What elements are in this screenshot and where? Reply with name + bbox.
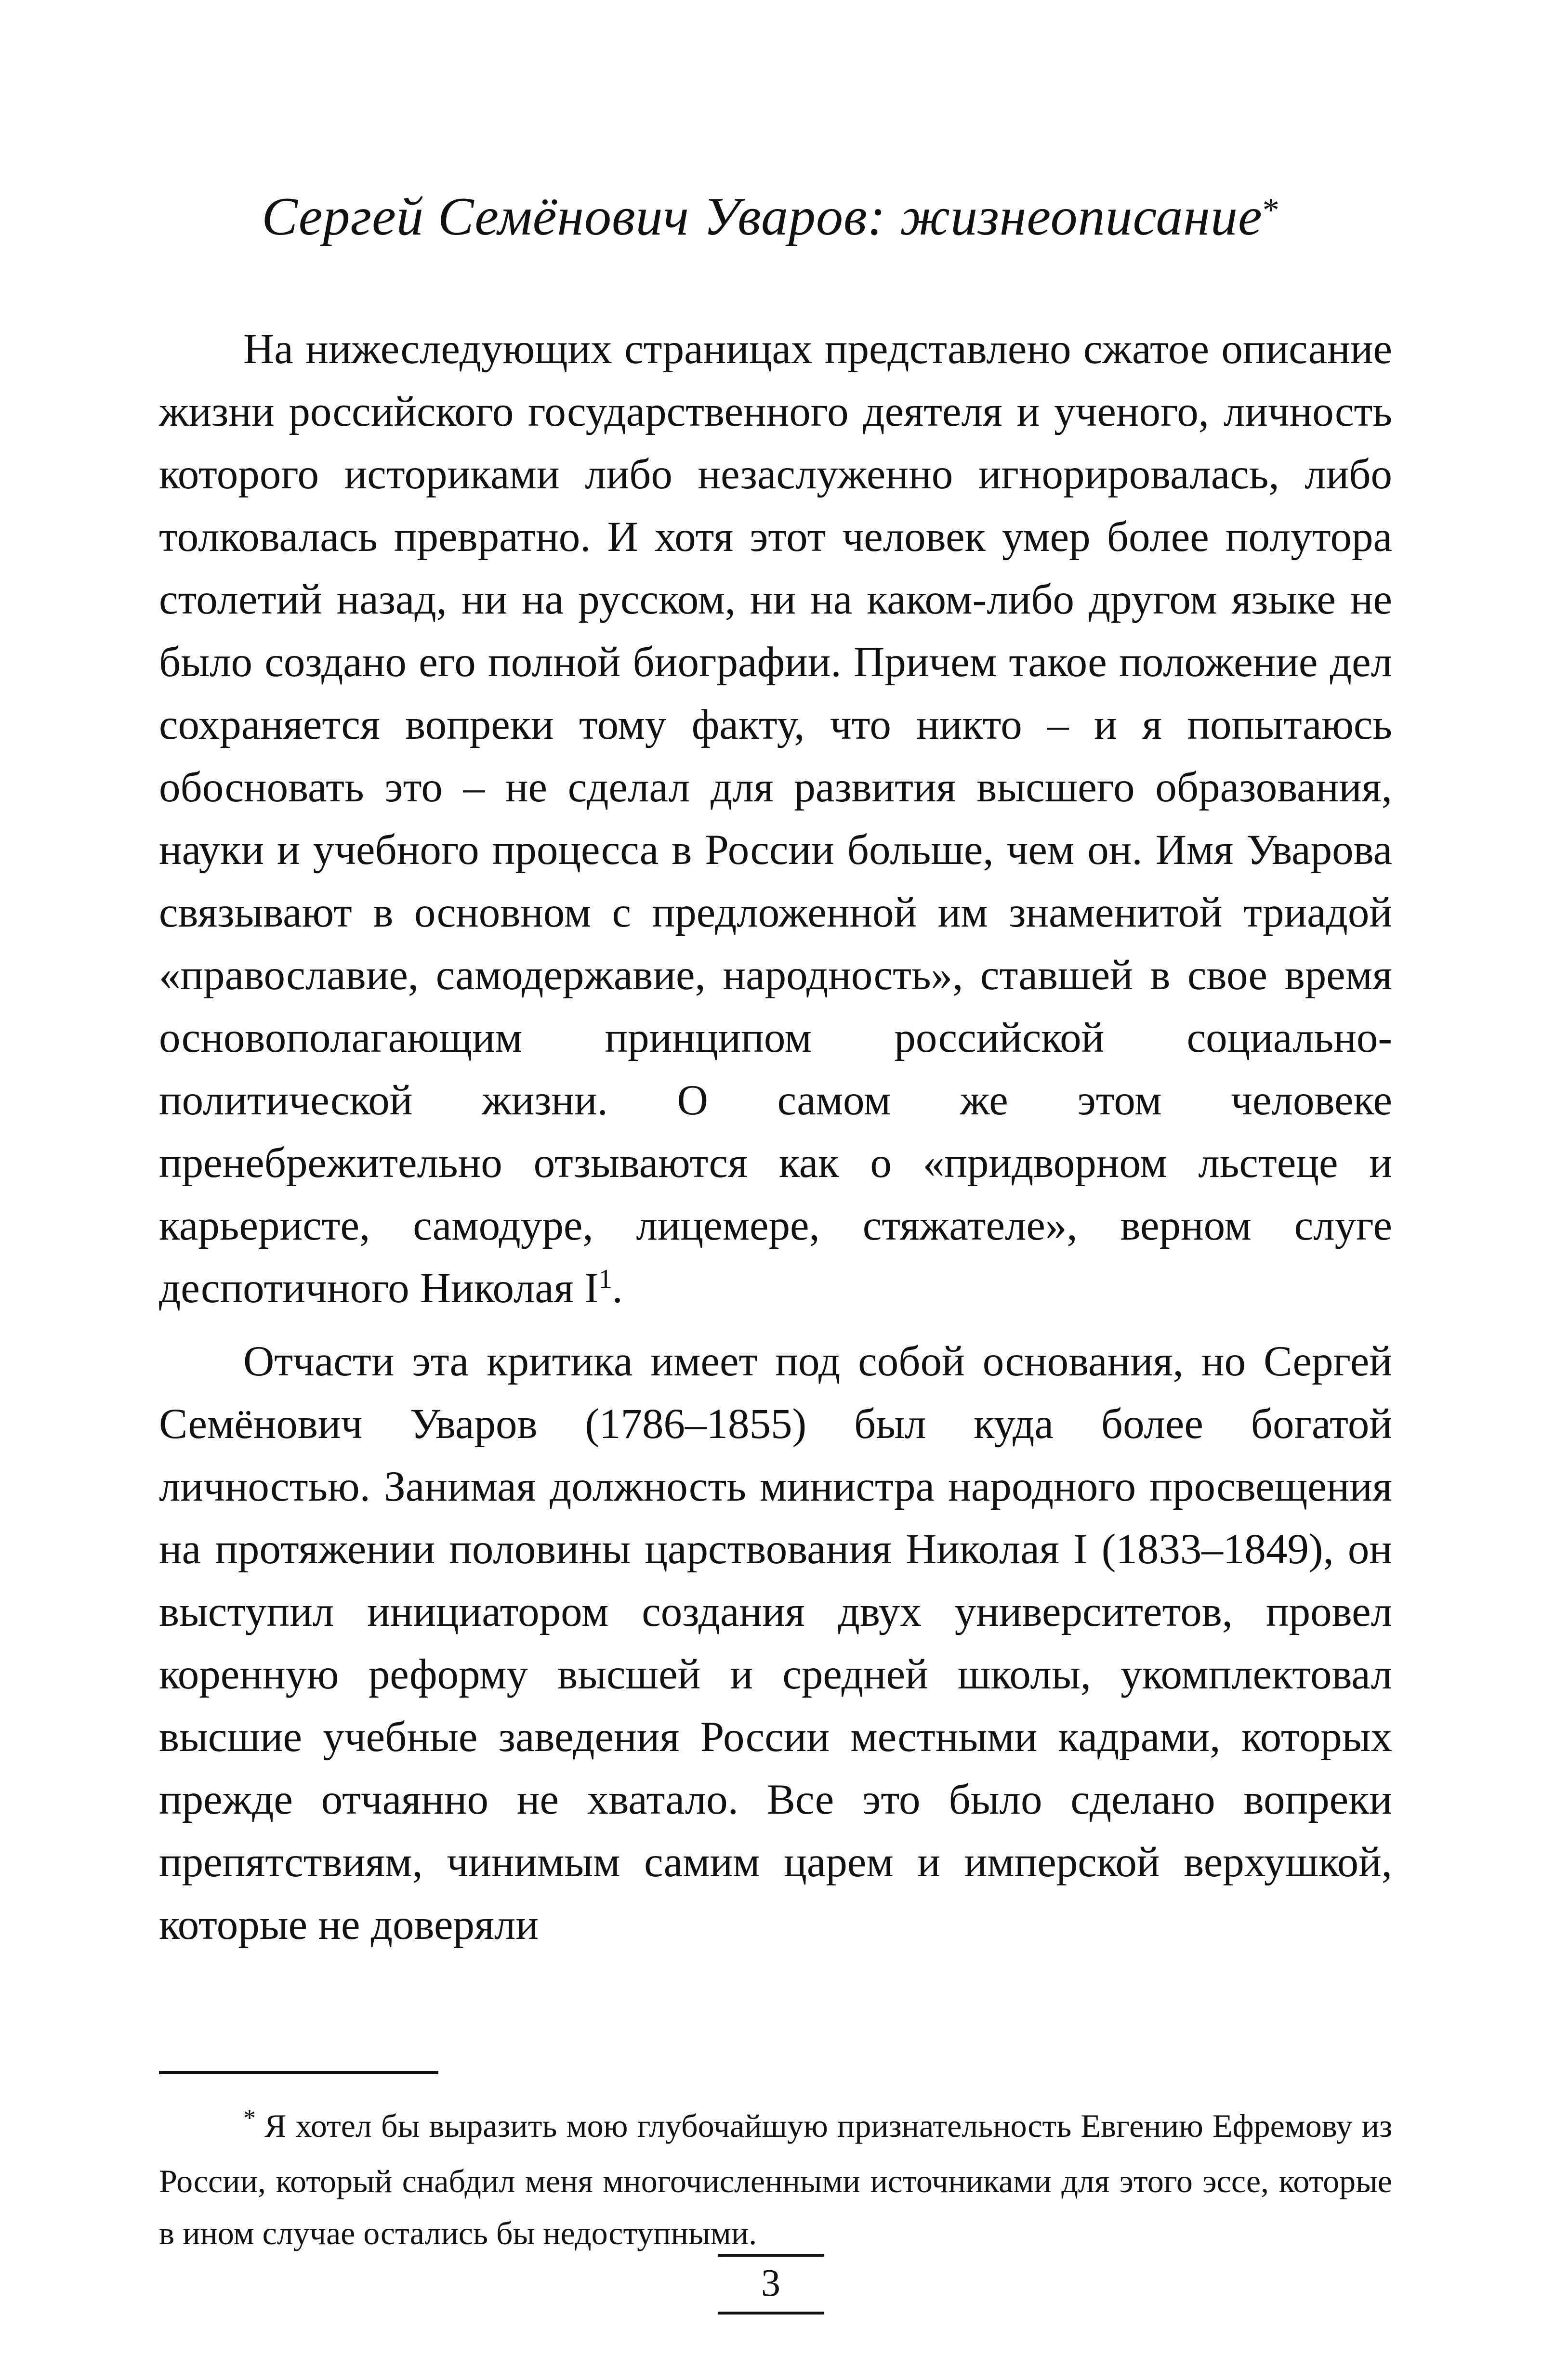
paragraph-1-end: . [612, 1265, 623, 1312]
paragraph-2: Отчасти эта критика имеет под собой основания, но Сергей Семёнович Уваров (1786–1855) был куда более богатой личностью. Занимая должность министра народного просвещения на протяжении половины царствования Николая I (1833–1849), он выступил инициатором создания двух университетов, провел коренную реформу высшей и средней школы, укомплектовал высшие учебные заведения России местными кадрами, которых прежде отчаянно не хватало. Все это было сделано вопреки препятствиям, чинимым самим царем и имперской верхушкой, которые не доверяли [159, 1338, 1392, 1948]
paragraph-1 [159, 318, 1392, 1320]
chapter-title-text: Сергей Семёнович Уваров: жизнеописание [262, 187, 1263, 247]
footnote-reference-1: 1 [598, 1264, 612, 1294]
page-number-top-rule [718, 2254, 824, 2257]
body-text [159, 318, 1392, 1956]
paragraph-1-text: На нижеследующих страницах представлено сжатое описание жизни российского государственного деятеля и ученого, личность которого историками либо незаслуженно игнорировалась, либо толковалась превратно. И хотя этот человек умер более полутора столетий назад, ни на русском, ни на каком-либо другом языке не было создано его полной биографии. Причем такое положение дел сохраняется вопреки тому факту, что никто – и я попытаюсь обосновать это – не сделал для развития высшего образования, науки и учебного процесса в России больше, чем он. Имя Уварова связывают в основном с предложенной им знаменитой триадой «православие, самодержавие, народность», ставшей в свое время основополагающим принципом российской социально-политической жизни. О самом же этом человеке пренебрежительно отзываются как о «придворном льстеце и карьеристе, самодуре, лицемере, стяжателе», верном слуге деспотичного Николая I [159, 326, 1392, 1312]
page-number [713, 2254, 829, 2315]
footnote-text: Я хотел бы выразить мою глубочайшую признательность Евгению Ефремову из России, который снабдил меня многочисленными источниками для этого эссе, которые в ином случае остались бы недоступными. [159, 2107, 1392, 2251]
page-number-value: 3 [761, 2262, 780, 2304]
footnote [159, 2100, 1392, 2259]
footnote-mark: * [243, 2105, 256, 2132]
footnote-paragraph [159, 2100, 1392, 2259]
chapter-title-footnote-mark: * [1262, 192, 1280, 229]
footnote-divider [159, 2071, 438, 2074]
page-number-bottom-rule [718, 2312, 824, 2315]
chapter-title [159, 178, 1383, 262]
